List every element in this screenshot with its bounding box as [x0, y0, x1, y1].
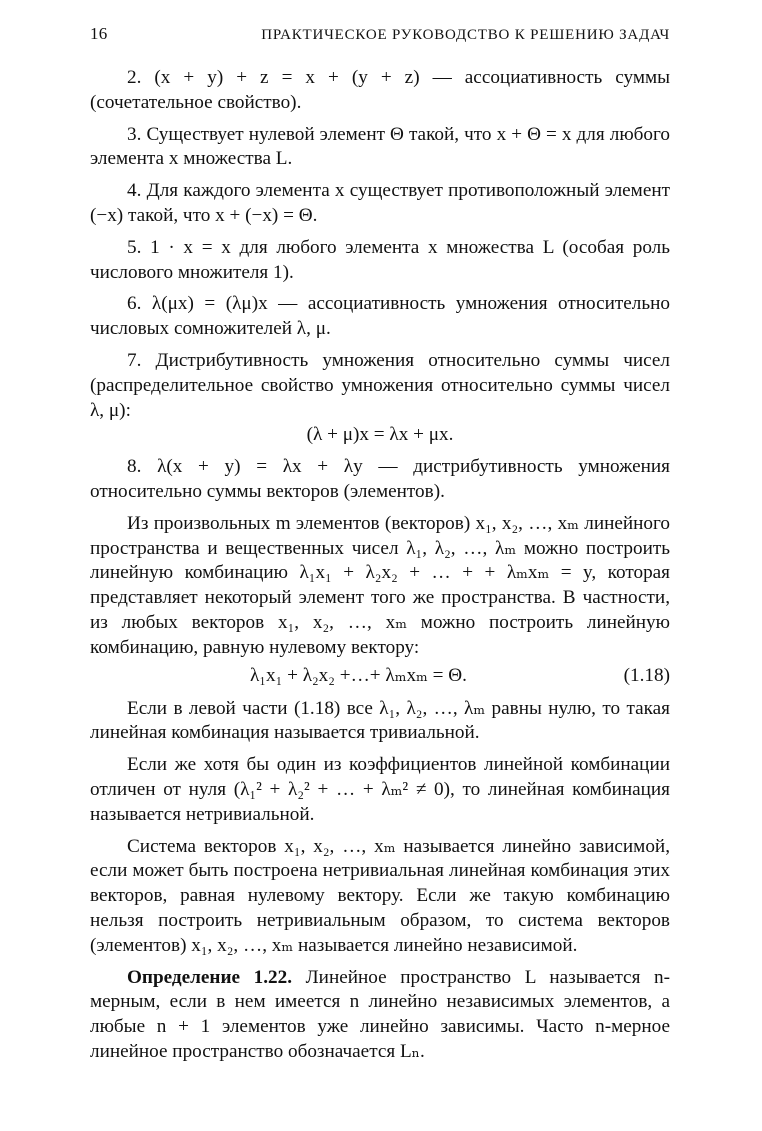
definition-label: Определение 1.22. [127, 966, 293, 988]
property-2: 2. (x + y) + z = x + (y + z) — ассоциативность суммы (сочетательное свойство). [90, 67, 670, 113]
property-5: 5. 1 · x = x для любого элемента x множества L (особая роль числового множителя 1). [90, 236, 670, 283]
trivial-combination-paragraph: Если в левой части (1.18) все λ₁, λ₂, …, λₘ равны нулю, то такая линейная комбинация называется тривиальной. [90, 697, 670, 744]
definition-text: Линейное пространство L называется n-мерным, если в нем имеется n линейно независимых элементов, а любые n + 1 элементов уже линейно зависимы. Часто n-мерное линейное пространство обозначается Lₙ. [90, 966, 670, 1062]
equation-formula: λ₁x₁ + λ₂x₂ +…+ λₘxₘ = Θ. [250, 664, 467, 686]
definition-1-22 [90, 966, 670, 1065]
property-4: 4. Для каждого элемента x существует противоположный элемент (−x) такой, что x + (−x) = Θ. [90, 180, 670, 226]
running-title: ПРАКТИЧЕСКОЕ РУКОВОДСТВО К РЕШЕНИЮ ЗАДАЧ [261, 27, 670, 43]
nontrivial-combination-paragraph: Если же хотя бы один из коэффициентов линейной комбинации отличен от нуля (λ₁² + λ₂² + … + λₘ² ≠ 0), то линейная комбинация называется нетривиальной. [90, 754, 670, 825]
page-number: 16 [90, 24, 108, 43]
page-header [90, 24, 670, 44]
property-8: 8. λ(x + y) = λx + λy — дистрибутивность умножения относительно суммы векторов (элементов). [90, 456, 670, 502]
equation-number: (1.18) [623, 664, 670, 686]
book-page [90, 24, 670, 1065]
equation-1-18 [90, 661, 670, 691]
linear-dependence-paragraph: Система векторов x₁, x₂, …, xₘ называется линейно зависимой, если может быть построена нетривиальная линейная комбинация этих векторов, равная нулевому вектору. Если же такую комбинацию нельзя построить нетривиальным образом, то система векторов (элементов) x₁, x₂, …, xₘ называется линейно независимой. [90, 835, 670, 956]
property-7: 7. Дистрибутивность умножения относительно суммы чисел (распределительное свойство умножения относительно суммы чисел λ, μ): [90, 349, 670, 421]
property-6: 6. λ(μx) = (λμ)x — ассоциативность умножения относительно числовых сомножителей λ, μ. [90, 293, 670, 340]
property-3: 3. Существует нулевой элемент Θ такой, что x + Θ = x для любого элемента x множества L. [90, 123, 670, 170]
property-7-formula: (λ + μ)x = λx + μx. [306, 424, 454, 446]
linear-combination-paragraph: Из произвольных m элементов (векторов) x₁, x₂, …, xₘ линейного пространства и вещественных чисел λ₁, λ₂, …, λₘ можно построить линейную комбинацию λ₁x₁ + λ₂x₂ + … + + λₘxₘ = y, которая представляет некоторый элемент того же пространства. В частности, из любых векторов x₁, x₂, …, xₘ можно построить линейную комбинацию, равную нулевому вектору: [90, 512, 670, 658]
